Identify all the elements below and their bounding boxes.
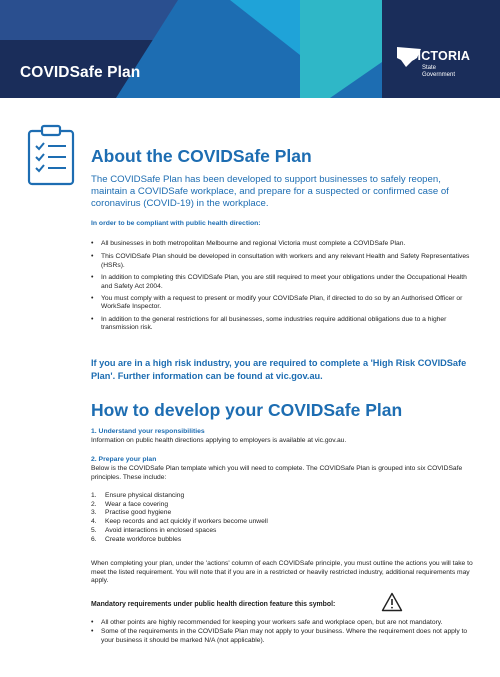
- step-1-title: 1. Understand your responsibilities: [91, 428, 205, 435]
- document-title: COVIDSafe Plan: [20, 64, 141, 81]
- list-item: • Some of the requirements in the COVIDSafe Plan may not apply to your business. Where the requirement does not apply to your business it should be marked N/A (not applicable).: [91, 628, 468, 644]
- list-item: • In addition to completing this COVIDSafe Plan, you are still required to meet your obligations under the Occupational Health and Safety Act 2004.: [91, 274, 467, 290]
- step-2-text: Below is the COVIDSafe Plan template which you will need to complete. The COVIDSafe Plan is grouped into six COVIDSafe principles. These include:: [91, 465, 463, 481]
- list-item: • All other points are highly recommended for keeping your workers safe and workplace open, but are not mandatory.: [91, 619, 443, 626]
- list-item: 6. Create workforce bubbles: [91, 535, 182, 543]
- list-item: 3. Practise good hygiene: [91, 509, 172, 517]
- list-item: 1. Ensure physical distancing: [91, 492, 185, 499]
- list-item: • In addition to the general restrictions for all businesses, some industries require additional obligations due to a higher transmission risk.: [91, 315, 447, 332]
- compliance-subheading: In order to be compliant with public health direction:: [91, 220, 261, 227]
- list-item: • This COVIDSafe Plan should be developed in consultation with workers and any relevant Health and Safety Representatives (HSRs).: [91, 253, 470, 269]
- list-item: • You must comply with a request to present or modify your COVIDSafe Plan, if directed to do so by an Authorised Officer or WorkSafe Inspector.: [91, 295, 463, 311]
- high-risk-callout: If you are in a high risk industry, you are required to complete a 'High Risk COVIDSafe Plan'. Further information can be found at vic.gov.au.: [91, 358, 467, 381]
- page-header: [0, 0, 500, 98]
- list-item: 5. Avoid interactions in enclosed spaces: [91, 526, 217, 534]
- principles-list: [91, 492, 268, 544]
- logo-subtitle: State Government: [422, 65, 456, 78]
- list-item: • All businesses in both metropolitan Melbourne and regional Victoria must complete a COVIDSafe Plan.: [91, 240, 406, 247]
- step-1-text: Information on public health directions applying to employers is available at vic.gov.au.: [91, 437, 347, 444]
- actions-text: When completing your plan, under the 'actions' column of each COVIDSafe principle, you must outline the actions you will take to meet the listed requirement. You will note that if you are in a restricted or heavily restricted industry, additional requirements may apply.: [91, 560, 473, 585]
- about-heading: About the COVIDSafe Plan: [91, 146, 312, 166]
- final-notes-list: [91, 619, 475, 645]
- clipboard-checklist-icon: [26, 124, 76, 186]
- about-intro: The COVIDSafe Plan has been developed to support businesses to safely reopen, maintain a COVIDSafe workplace, and prepare for a suspected or confirmed case of coronavirus (COVID-19) in the workplace.: [91, 174, 449, 209]
- logo-word: VICTORIA: [409, 49, 471, 63]
- victoria-government-logo: [396, 46, 476, 86]
- list-item: 2. Wear a face covering: [91, 500, 169, 508]
- develop-heading: How to develop your COVIDSafe Plan: [91, 400, 403, 420]
- list-item: 4. Keep records and act quickly if workers become unwell: [91, 518, 268, 526]
- mandatory-label: Mandatory requirements under public health direction feature this symbol:: [91, 601, 336, 608]
- compliance-list: [91, 240, 475, 333]
- warning-triangle-icon: [381, 592, 403, 612]
- step-2-title: 2. Prepare your plan: [91, 456, 157, 463]
